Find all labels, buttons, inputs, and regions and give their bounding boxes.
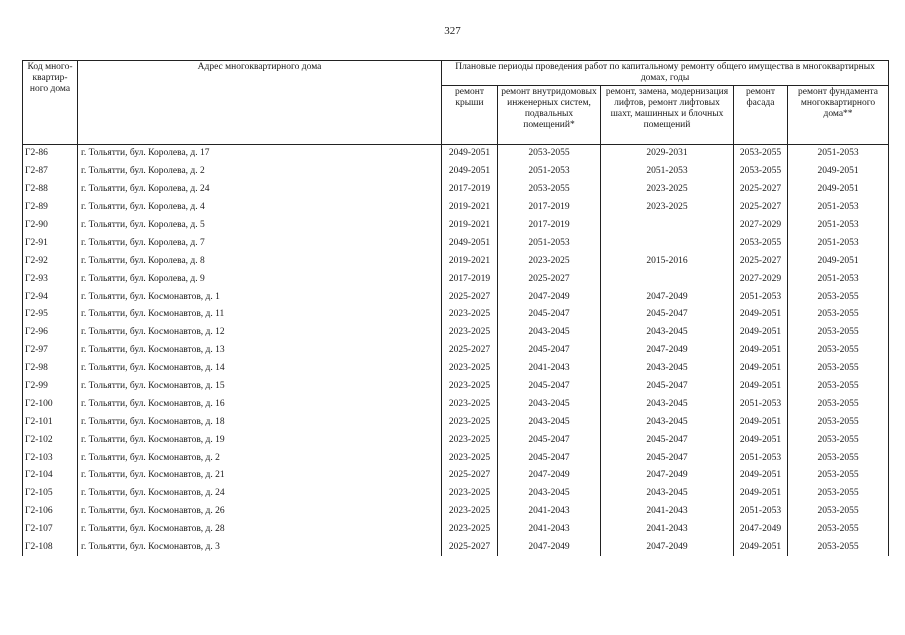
cell-systems: 2045-2047	[498, 306, 601, 324]
cell-facade: 2025-2027	[734, 181, 788, 199]
cell-lifts: 2047-2049	[601, 467, 734, 485]
cell-systems: 2041-2043	[498, 503, 601, 521]
table-body	[23, 145, 889, 557]
header-facade: ремонт фасада	[734, 86, 788, 145]
cell-foundation: 2049-2051	[788, 181, 889, 199]
cell-code: Г2-100	[23, 395, 78, 413]
cell-roof: 2019-2021	[442, 252, 498, 270]
cell-systems: 2043-2045	[498, 324, 601, 342]
cell-code: Г2-94	[23, 288, 78, 306]
cell-address: г. Тольятти, бул. Королева, д. 7	[78, 234, 442, 252]
cell-address: г. Тольятти, бул. Космонавтов, д. 18	[78, 413, 442, 431]
repair-schedule-table	[22, 60, 889, 556]
cell-systems: 2043-2045	[498, 395, 601, 413]
cell-address: г. Тольятти, бул. Космонавтов, д. 21	[78, 467, 442, 485]
cell-foundation: 2049-2051	[788, 163, 889, 181]
header-address: Адрес многоквартирного дома	[78, 61, 442, 145]
table-row	[23, 539, 889, 557]
cell-foundation: 2053-2055	[788, 449, 889, 467]
cell-lifts: 2045-2047	[601, 306, 734, 324]
cell-systems: 2047-2049	[498, 539, 601, 557]
header-systems: ремонт внутридомовых инженерных систем, подвальных помещений*	[498, 86, 601, 145]
cell-lifts: 2023-2025	[601, 199, 734, 217]
cell-code: Г2-87	[23, 163, 78, 181]
cell-address: г. Тольятти, бул. Космонавтов, д. 2	[78, 449, 442, 467]
cell-roof: 2023-2025	[442, 413, 498, 431]
cell-foundation: 2053-2055	[788, 467, 889, 485]
cell-facade: 2051-2053	[734, 395, 788, 413]
cell-lifts: 2047-2049	[601, 288, 734, 306]
header-row-1	[23, 61, 889, 86]
header-code: Код много-квартир-ного дома	[23, 61, 78, 145]
cell-foundation: 2053-2055	[788, 360, 889, 378]
table-row	[23, 521, 889, 539]
cell-address: г. Тольятти, бул. Космонавтов, д. 28	[78, 521, 442, 539]
cell-facade: 2049-2051	[734, 360, 788, 378]
cell-roof: 2023-2025	[442, 324, 498, 342]
cell-code: Г2-95	[23, 306, 78, 324]
cell-code: Г2-98	[23, 360, 78, 378]
cell-lifts: 2047-2049	[601, 342, 734, 360]
table-row	[23, 378, 889, 396]
cell-systems: 2053-2055	[498, 145, 601, 163]
cell-facade: 2049-2051	[734, 324, 788, 342]
cell-roof: 2049-2051	[442, 163, 498, 181]
cell-systems: 2045-2047	[498, 378, 601, 396]
cell-foundation: 2051-2053	[788, 145, 889, 163]
cell-code: Г2-91	[23, 234, 78, 252]
cell-code: Г2-92	[23, 252, 78, 270]
cell-roof: 2017-2019	[442, 270, 498, 288]
header-roof: ремонт крыши	[442, 86, 498, 145]
cell-code: Г2-105	[23, 485, 78, 503]
cell-systems: 2017-2019	[498, 199, 601, 217]
cell-facade: 2049-2051	[734, 539, 788, 557]
cell-lifts: 2051-2053	[601, 163, 734, 181]
table-row	[23, 163, 889, 181]
header-periods: Плановые периоды проведения работ по капитальному ремонту общего имущества в многоквартирных домах, годы	[442, 61, 889, 86]
cell-roof: 2023-2025	[442, 378, 498, 396]
cell-roof: 2023-2025	[442, 521, 498, 539]
cell-foundation: 2053-2055	[788, 378, 889, 396]
cell-systems: 2051-2053	[498, 234, 601, 252]
cell-address: г. Тольятти, бул. Космонавтов, д. 26	[78, 503, 442, 521]
cell-lifts: 2041-2043	[601, 521, 734, 539]
cell-systems: 2047-2049	[498, 467, 601, 485]
cell-systems: 2041-2043	[498, 360, 601, 378]
cell-address: г. Тольятти, бул. Космонавтов, д. 15	[78, 378, 442, 396]
table-row	[23, 252, 889, 270]
cell-systems: 2047-2049	[498, 288, 601, 306]
header-foundation: ремонт фундамента многоквартирного дома**	[788, 86, 889, 145]
cell-systems: 2045-2047	[498, 342, 601, 360]
table-row	[23, 467, 889, 485]
cell-roof: 2023-2025	[442, 485, 498, 503]
cell-systems: 2017-2019	[498, 217, 601, 235]
cell-facade: 2051-2053	[734, 449, 788, 467]
cell-foundation: 2053-2055	[788, 306, 889, 324]
cell-lifts: 2015-2016	[601, 252, 734, 270]
cell-lifts: 2047-2049	[601, 539, 734, 557]
cell-facade: 2051-2053	[734, 288, 788, 306]
cell-systems: 2043-2045	[498, 485, 601, 503]
cell-facade: 2051-2053	[734, 503, 788, 521]
cell-foundation: 2053-2055	[788, 485, 889, 503]
cell-roof: 2023-2025	[442, 449, 498, 467]
cell-roof: 2049-2051	[442, 145, 498, 163]
cell-lifts	[601, 234, 734, 252]
cell-roof: 2019-2021	[442, 217, 498, 235]
cell-foundation: 2053-2055	[788, 324, 889, 342]
cell-code: Г2-88	[23, 181, 78, 199]
table-row	[23, 431, 889, 449]
cell-facade: 2053-2055	[734, 163, 788, 181]
cell-roof: 2023-2025	[442, 503, 498, 521]
table-row	[23, 395, 889, 413]
cell-foundation: 2051-2053	[788, 217, 889, 235]
cell-code: Г2-103	[23, 449, 78, 467]
cell-roof: 2019-2021	[442, 199, 498, 217]
cell-lifts: 2029-2031	[601, 145, 734, 163]
table-row	[23, 288, 889, 306]
cell-facade: 2049-2051	[734, 378, 788, 396]
cell-roof: 2025-2027	[442, 288, 498, 306]
cell-foundation: 2053-2055	[788, 431, 889, 449]
cell-code: Г2-99	[23, 378, 78, 396]
cell-roof: 2023-2025	[442, 395, 498, 413]
cell-code: Г2-104	[23, 467, 78, 485]
cell-facade: 2027-2029	[734, 217, 788, 235]
cell-code: Г2-93	[23, 270, 78, 288]
cell-facade: 2047-2049	[734, 521, 788, 539]
cell-lifts: 2043-2045	[601, 485, 734, 503]
cell-lifts: 2045-2047	[601, 378, 734, 396]
cell-foundation: 2051-2053	[788, 234, 889, 252]
cell-roof: 2025-2027	[442, 342, 498, 360]
cell-code: Г2-107	[23, 521, 78, 539]
cell-address: г. Тольятти, бул. Космонавтов, д. 13	[78, 342, 442, 360]
cell-lifts: 2041-2043	[601, 503, 734, 521]
cell-facade: 2049-2051	[734, 413, 788, 431]
cell-lifts: 2023-2025	[601, 181, 734, 199]
cell-lifts: 2045-2047	[601, 431, 734, 449]
table-row	[23, 503, 889, 521]
cell-lifts: 2043-2045	[601, 413, 734, 431]
cell-facade: 2049-2051	[734, 306, 788, 324]
header-lifts: ремонт, замена, модернизация лифтов, ремонт лифтовых шахт, машинных и блочных помещений	[601, 86, 734, 145]
cell-address: г. Тольятти, бул. Космонавтов, д. 12	[78, 324, 442, 342]
cell-facade: 2025-2027	[734, 252, 788, 270]
table-row	[23, 306, 889, 324]
cell-address: г. Тольятти, бул. Королева, д. 2	[78, 163, 442, 181]
cell-lifts: 2043-2045	[601, 324, 734, 342]
cell-systems: 2043-2045	[498, 413, 601, 431]
cell-foundation: 2051-2053	[788, 270, 889, 288]
table-row	[23, 413, 889, 431]
cell-foundation: 2053-2055	[788, 539, 889, 557]
table-row	[23, 270, 889, 288]
cell-facade: 2049-2051	[734, 342, 788, 360]
cell-foundation: 2051-2053	[788, 199, 889, 217]
cell-code: Г2-86	[23, 145, 78, 163]
cell-foundation: 2053-2055	[788, 413, 889, 431]
cell-address: г. Тольятти, бул. Космонавтов, д. 3	[78, 539, 442, 557]
cell-foundation: 2053-2055	[788, 395, 889, 413]
table-row	[23, 234, 889, 252]
cell-facade: 2049-2051	[734, 467, 788, 485]
cell-facade: 2049-2051	[734, 485, 788, 503]
cell-facade: 2049-2051	[734, 431, 788, 449]
cell-address: г. Тольятти, бул. Космонавтов, д. 14	[78, 360, 442, 378]
cell-roof: 2023-2025	[442, 431, 498, 449]
cell-address: г. Тольятти, бул. Королева, д. 9	[78, 270, 442, 288]
cell-code: Г2-101	[23, 413, 78, 431]
cell-lifts	[601, 270, 734, 288]
page-number: 327	[444, 25, 461, 37]
cell-address: г. Тольятти, бул. Королева, д. 8	[78, 252, 442, 270]
cell-code: Г2-97	[23, 342, 78, 360]
cell-address: г. Тольятти, бул. Королева, д. 4	[78, 199, 442, 217]
cell-foundation: 2053-2055	[788, 288, 889, 306]
cell-code: Г2-96	[23, 324, 78, 342]
cell-foundation: 2053-2055	[788, 342, 889, 360]
cell-address: г. Тольятти, бул. Космонавтов, д. 19	[78, 431, 442, 449]
cell-facade: 2025-2027	[734, 199, 788, 217]
cell-address: г. Тольятти, бул. Космонавтов, д. 16	[78, 395, 442, 413]
table-row	[23, 181, 889, 199]
cell-code: Г2-90	[23, 217, 78, 235]
cell-code: Г2-102	[23, 431, 78, 449]
cell-facade: 2053-2055	[734, 145, 788, 163]
table-row	[23, 449, 889, 467]
cell-address: г. Тольятти, бул. Космонавтов, д. 11	[78, 306, 442, 324]
cell-systems: 2025-2027	[498, 270, 601, 288]
table-row	[23, 485, 889, 503]
cell-systems: 2045-2047	[498, 449, 601, 467]
cell-systems: 2023-2025	[498, 252, 601, 270]
table-row	[23, 342, 889, 360]
cell-roof: 2025-2027	[442, 467, 498, 485]
table-row	[23, 324, 889, 342]
cell-facade: 2027-2029	[734, 270, 788, 288]
table-row	[23, 199, 889, 217]
cell-code: Г2-108	[23, 539, 78, 557]
cell-roof: 2017-2019	[442, 181, 498, 199]
cell-roof: 2023-2025	[442, 360, 498, 378]
table-row	[23, 360, 889, 378]
cell-address: г. Тольятти, бул. Королева, д. 24	[78, 181, 442, 199]
cell-address: г. Тольятти, бул. Космонавтов, д. 24	[78, 485, 442, 503]
cell-lifts: 2043-2045	[601, 360, 734, 378]
cell-foundation: 2053-2055	[788, 521, 889, 539]
cell-systems: 2041-2043	[498, 521, 601, 539]
cell-roof: 2025-2027	[442, 539, 498, 557]
cell-foundation: 2049-2051	[788, 252, 889, 270]
cell-address: г. Тольятти, бул. Космонавтов, д. 1	[78, 288, 442, 306]
cell-roof: 2023-2025	[442, 306, 498, 324]
cell-code: Г2-89	[23, 199, 78, 217]
cell-systems: 2053-2055	[498, 181, 601, 199]
cell-address: г. Тольятти, бул. Королева, д. 5	[78, 217, 442, 235]
table-row	[23, 145, 889, 163]
cell-foundation: 2053-2055	[788, 503, 889, 521]
cell-systems: 2051-2053	[498, 163, 601, 181]
table-row	[23, 217, 889, 235]
cell-lifts: 2045-2047	[601, 449, 734, 467]
cell-systems: 2045-2047	[498, 431, 601, 449]
cell-lifts: 2043-2045	[601, 395, 734, 413]
cell-address: г. Тольятти, бул. Королева, д. 17	[78, 145, 442, 163]
cell-lifts	[601, 217, 734, 235]
cell-facade: 2053-2055	[734, 234, 788, 252]
cell-roof: 2049-2051	[442, 234, 498, 252]
cell-code: Г2-106	[23, 503, 78, 521]
